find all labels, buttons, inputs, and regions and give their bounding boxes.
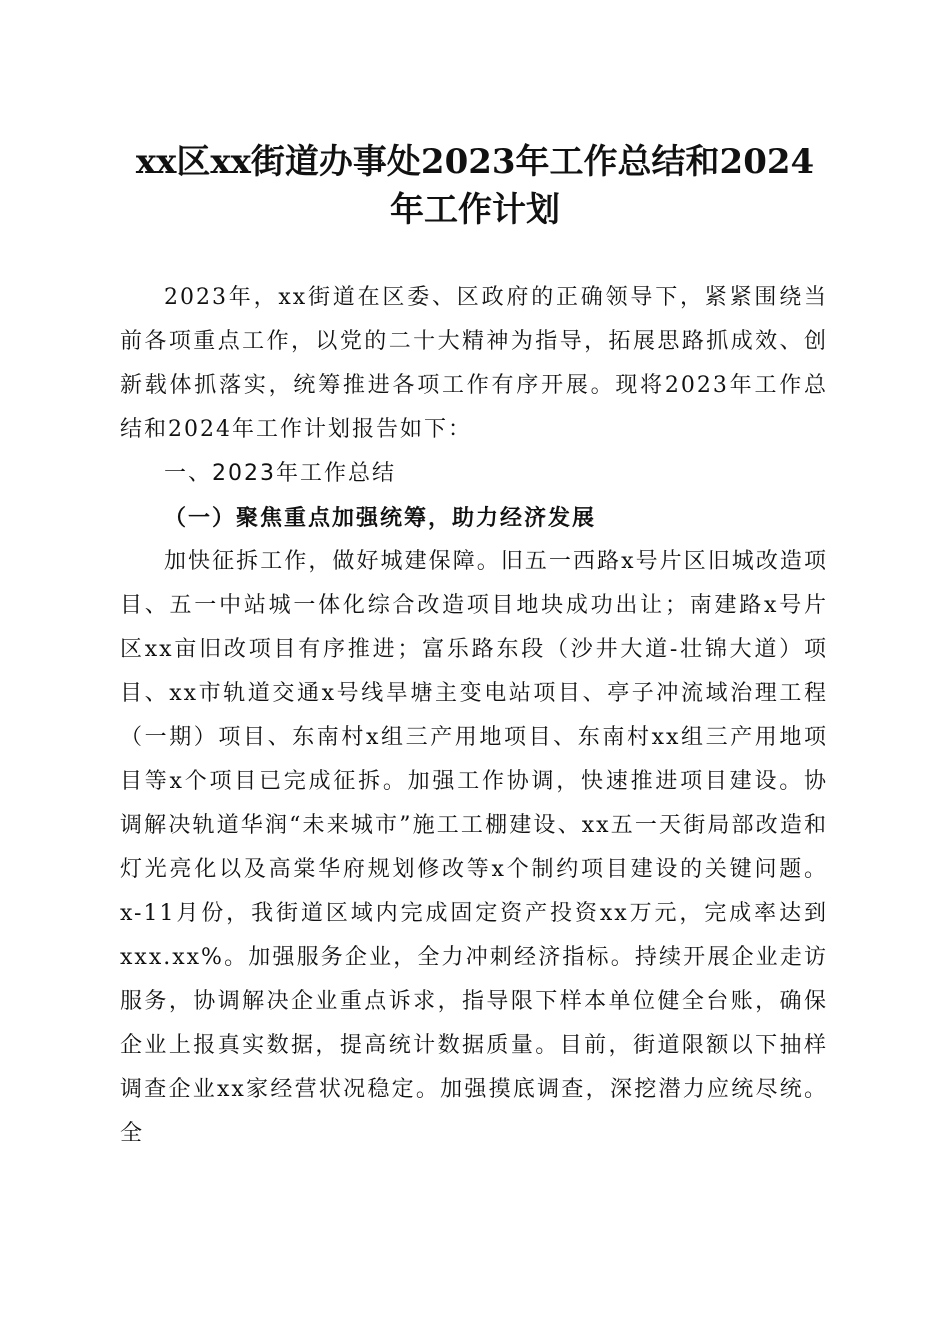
document-title — [100, 138, 850, 234]
title-line-2: 年工作计划 — [390, 190, 560, 230]
subsection-heading-1: （一）聚焦重点加强统筹，助力经济发展 — [164, 505, 597, 531]
document-body — [120, 276, 828, 1156]
intro-paragraph: 2023年，xx街道在区委、区政府的正确领导下，紧紧围绕当前各项重点工作，以党的二十大精神为指导，拓展思路抓成效、创新载体抓落实，统筹推进各项工作有序开展。现将2023年工作总结和2024年工作计划报告如下： — [120, 285, 828, 442]
title-line-1: xx区xx街道办事处2023年工作总结和2024 — [135, 142, 815, 182]
section-heading-1: 一、2023年工作总结 — [164, 461, 396, 486]
body-paragraph-1: 加快征拆工作，做好城建保障。旧五一西路x号片区旧城改造项目、五一中站城一体化综合改造项目地块成功出让；南建路x号片区xx亩旧改项目有序推进；富乐路东段（沙井大道-壮锦大道）项目、xx市轨道交通x号线旱塘主变电站项目、亭子冲流域治理工程（一期）项目、东南村x组三产用地项目、东南村xx组三产用地项目等x个项目已完成征拆。加强工作协调，快速推进项目建设。协调解决轨道华润“未来城市”施工工棚建设、xx五一天街局部改造和灯光亮化以及高棠华府规划修改等x个制约项目建设的关键问题。x-11月份，我街道区域内完成固定资产投资xx万元，完成率达到xxx.xx%。加强服务企业，全力冲刺经济指标。持续开展企业走访服务，协调解决企业重点诉求，指导限下样本单位健全台账，确保企业上报真实数据，提高统计数据质量。目前，街道限额以下抽样调查企业xx家经营状况稳定。加强摸底调查，深挖潜力应统尽统。全 — [120, 549, 828, 1146]
